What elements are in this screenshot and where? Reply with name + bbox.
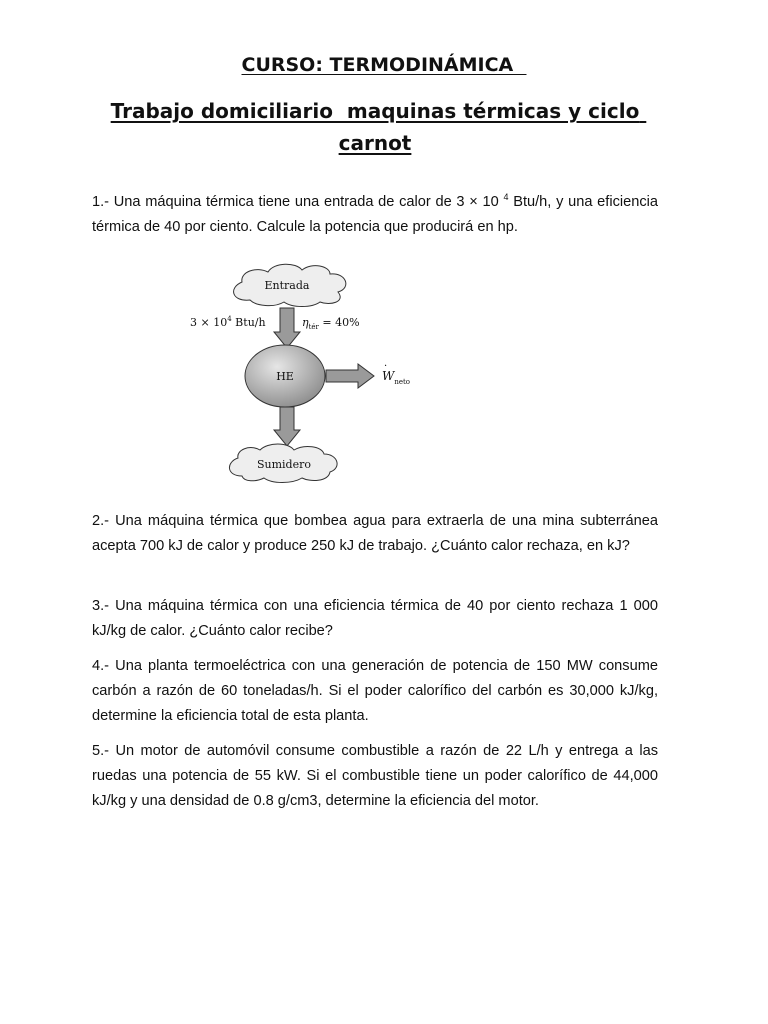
sink-label: Sumidero	[256, 458, 312, 471]
efficiency-value: = 40%	[318, 316, 360, 329]
problem-1-exponent: 4	[503, 192, 509, 202]
efficiency-symbol: η	[302, 316, 309, 329]
heat-engine-diagram	[180, 258, 440, 488]
problem-4: 4.- Una planta termoeléctrica con una generación de potencia de 150 MW consume carbón a razón de 60 toneladas/h. Si el poder calorífico del carbón es 30,000 kJ/kg, determine la eficiencia total de esta planta.	[92, 658, 658, 724]
work-output-arrow	[326, 364, 374, 388]
efficiency-subscript: tér	[308, 323, 319, 331]
heat-input-label	[190, 315, 266, 329]
source-label: Entrada	[264, 279, 310, 292]
heat-input-arrow	[274, 308, 300, 348]
problem-2: 2.- Una máquina térmica que bombea agua para extraerla de una mina subterránea acepta 700 kJ de calor y produce 250 kJ de trabajo. ¿Cuánto calor rechaza, en kJ?	[92, 513, 658, 554]
problem-1-text-a: 1.- Una máquina térmica tiene una entrada de calor de 3 × 10	[92, 194, 504, 210]
work-dot-icon: ·	[384, 361, 388, 372]
problem-1-text-b: Btu/h, y una eficiencia térmica de 40 por ciento. Calcule la potencia que producirá en hp.	[92, 194, 659, 235]
source-cloud	[234, 264, 346, 306]
heat-input-unit: Btu/h	[231, 316, 266, 329]
efficiency-label	[302, 316, 360, 331]
assignment-title: Trabajo domiciliario maquinas térmicas y ciclo carnot	[110, 99, 647, 155]
work-symbol: W	[382, 369, 395, 383]
heat-engine	[245, 345, 325, 407]
heat-rejected-arrow	[274, 407, 300, 446]
sink-cloud	[229, 444, 337, 483]
work-subscript: neto	[394, 378, 411, 386]
engine-label: HE	[276, 370, 294, 383]
problem-5: 5.- Un motor de automóvil consume combustible a razón de 22 L/h y entrega a las ruedas una potencia de 55 kW. Si el combustible tiene un poder calorífico de 44,000 kJ/kg y una densidad de 0.8 g/cm3, determine la eficiencia del motor.	[92, 743, 658, 809]
heat-input-exponent: 4	[227, 315, 232, 323]
problem-3: 3.- Una máquina térmica con una eficiencia térmica de 40 por ciento rechaza 1 000 kJ/kg de calor. ¿Cuánto calor recibe?	[92, 598, 658, 639]
problem-1	[92, 190, 658, 240]
heat-input-base: 3 × 10	[190, 316, 228, 329]
course-title: CURSO: TERMODINÁMICA	[241, 54, 527, 76]
